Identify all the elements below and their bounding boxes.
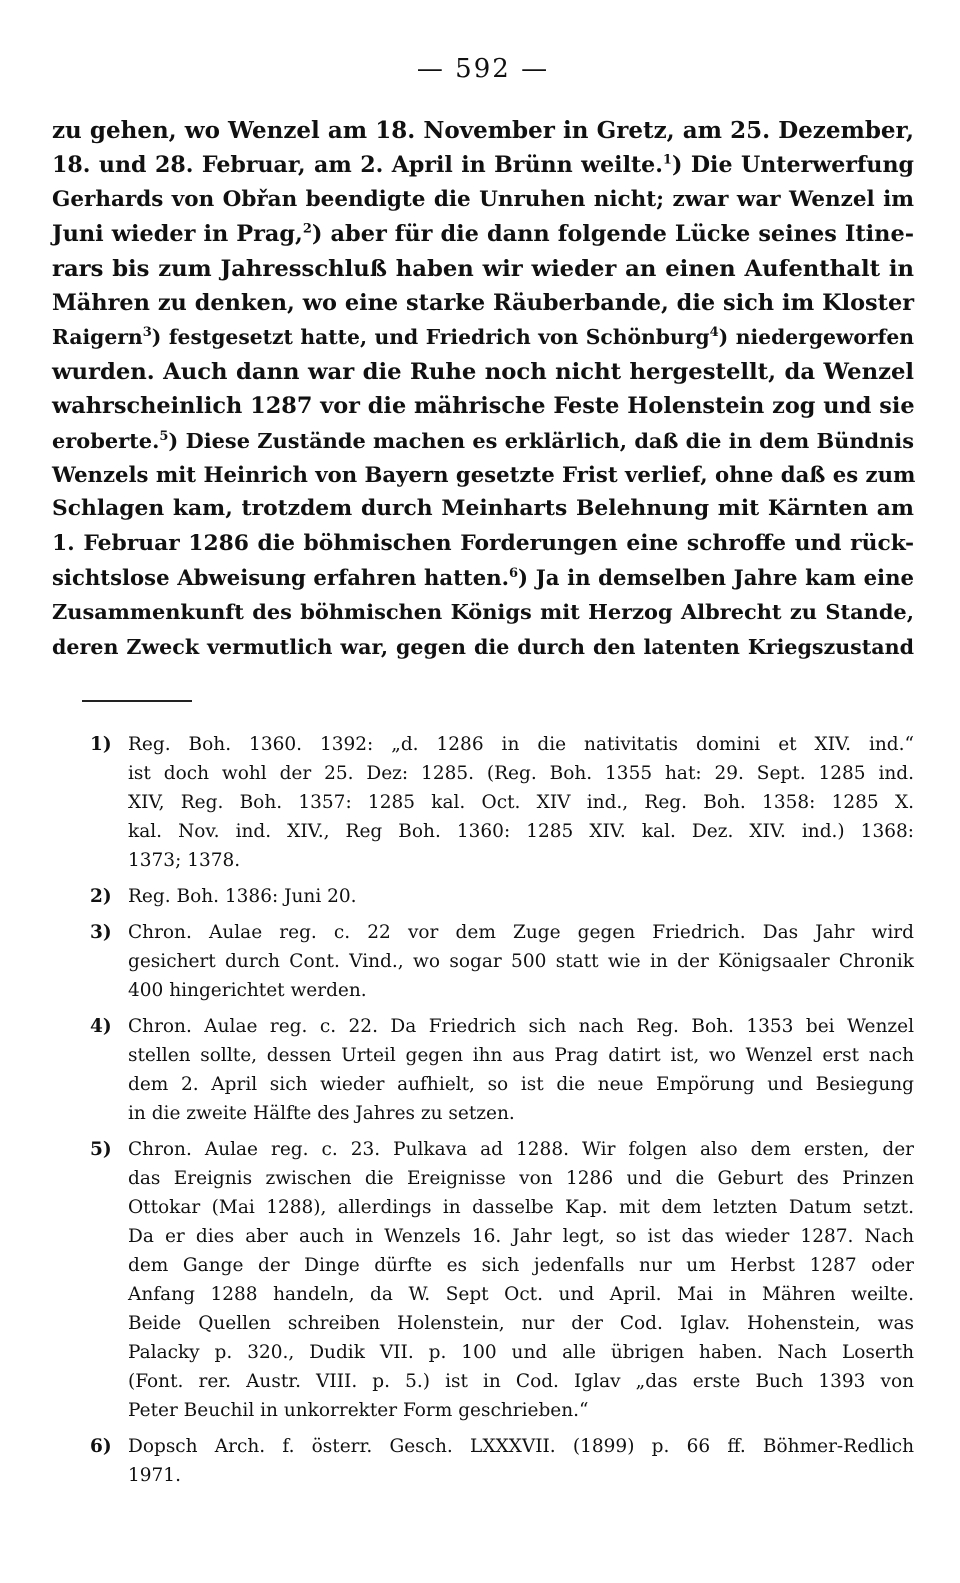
text-line: eroberte.$^5$) Diese Zustände machen es erklärlich, daß die in dem Bündnis [52, 427, 914, 453]
footnote-line: Peter Beuchil in unkorrekter Form geschrieben.“ [128, 1400, 589, 1422]
footnote-number: 2) [90, 886, 112, 908]
text-line: rars bis zum Jahresschluß haben wir wieder an einen Aufenthalt in [52, 255, 914, 282]
footnote-number: 5) [90, 1139, 112, 1161]
main-text [52, 114, 914, 664]
footnote-line: stellen sollte, dessen Urteil gegen ihn aus Prag datirt ist, wo Wenzel erst nach [128, 1045, 914, 1067]
footnote-line: das Ereignis zwischen die Ereignisse von 1286 und die Geburt des Prinzen [128, 1168, 914, 1190]
footnote-line: 1971. [128, 1465, 181, 1487]
footnote-ref: 4 [709, 325, 719, 341]
footnote-2 [90, 882, 914, 911]
footnote-separator [82, 700, 192, 702]
footnote-line: dem 2. April sich wieder aufhielt, so ist die neue Empörung und Besiegung [128, 1074, 914, 1096]
footnote-line: dem Gange der Dinge dürfte es sich jedenfalls nur um Herbst 1287 oder [128, 1255, 914, 1277]
footnote-line: Chron. Aulae reg. c. 23. Pulkava ad 1288. Wir folgen also dem ersten, der [128, 1139, 914, 1161]
footnote-number: 1) [90, 734, 112, 756]
footnote-number: 3) [90, 922, 112, 944]
footnote-line: Chron. Aulae reg. c. 22. Da Friedrich sich nach Reg. Boh. 1353 bei Wenzel [128, 1016, 914, 1038]
footnotes [52, 730, 914, 1490]
footnote-line: XIV, Reg. Boh. 1357: 1285 kal. Oct. XIV ind., Reg. Boh. 1358: 1285 X. [128, 792, 914, 814]
footnote-line: 1373; 1378. [128, 850, 241, 872]
text-line: Mähren zu denken, wo eine starke Räuberbande, die sich im Kloster [52, 289, 914, 316]
text-line: wurden. Auch dann war die Ruhe noch nicht hergestellt, da Wenzel [52, 358, 914, 385]
footnote-line: Da er dies aber auch in Wenzels 16. Jahr legt, so ist das wieder 1287. Nach [128, 1226, 914, 1248]
text-line: Raigern$^3$) festgesetzt hatte, und Friedrich von Schönburg$^4$) niedergeworfen [52, 325, 914, 350]
footnote-line: gesichert durch Cont. Vind., wo sogar 500 statt wie in der Königsaaler Chronik [128, 951, 914, 973]
footnote-line: Chron. Aulae reg. c. 22 vor dem Zuge gegen Friedrich. Das Jahr wird [128, 922, 914, 944]
footnote-number: 6) [90, 1436, 112, 1458]
footnote-line: 400 hingerichtet werden. [128, 980, 367, 1002]
text-line: 18. und 28. Februar, am 2. April in Brünn weilte.$^1$) Die Unterwerfung [52, 152, 914, 179]
footnote-line: Beide Quellen schreiben Holenstein, nur der Cod. Iglav. Hohenstein, was [128, 1313, 914, 1335]
text-line: zu gehen, wo Wenzel am 18. November in Gretz, am 25. Dezember, [52, 117, 914, 144]
page-number: — 592 — [416, 54, 550, 84]
footnote-line: ist doch wohl der 25. Dez: 1285. (Reg. Boh. 1355 hat: 29. Sept. 1285 ind. [128, 763, 914, 785]
text-line: Schlagen kam, trotzdem durch Meinharts Belehnung mit Kärnten am [52, 496, 914, 522]
footnote-4 [90, 1012, 914, 1128]
footnote-line: Reg. Boh. 1386: Juni 20. [128, 886, 357, 908]
footnote-line: in die zweite Hälfte des Jahres zu setzen. [128, 1103, 515, 1125]
footnote-ref: 5 [159, 428, 169, 444]
text-line: deren Zweck vermutlich war, gegen die durch den latenten Kriegszustand [52, 634, 914, 659]
text-line: sichtslose Abweisung erfahren hatten.$^6$) Ja in demselben Jahre kam eine [52, 565, 914, 591]
footnote-3 [90, 918, 914, 1005]
text-line: 1. Februar 1286 die böhmischen Forderungen eine schroffe und rück- [52, 530, 914, 556]
footnote-ref: 6 [508, 566, 519, 582]
footnote-line: Ottokar (Mai 1288), allerdings in dasselbe Kap. mit dem letzten Datum setzt. [128, 1197, 914, 1219]
footnote-5 [90, 1135, 914, 1425]
footnote-line: Dopsch Arch. f. österr. Gesch. LXXXVII. (1899) p. 66 ff. Böhmer-Redlich [128, 1436, 914, 1458]
footnote-line: Palacky p. 320., Dudik VII. p. 100 und alle übrigen haben. Nach Loserth [128, 1342, 914, 1364]
text-line: Wenzels mit Heinrich von Bayern gesetzte Frist verlief, ohne daß es zum [52, 461, 916, 487]
footnote-1 [90, 730, 914, 875]
footnote-number: 4) [90, 1016, 112, 1038]
footnote-ref: 2 [302, 221, 312, 237]
footnote-6 [90, 1432, 914, 1490]
footnote-line: (Font. rer. Austr. VIII. p. 5.) ist in Cod. Iglav „das erste Buch 1393 von [128, 1371, 914, 1393]
text-line: Gerhards von Obřan beendigte die Unruhen nicht; zwar war Wenzel im [52, 186, 914, 212]
footnote-ref: 3 [142, 325, 152, 341]
text-line: Juni wieder in Prag,$^2$) aber für die dann folgende Lücke seines Itine- [52, 221, 914, 248]
footnote-line: kal. Nov. ind. XIV., Reg Boh. 1360: 1285 XIV. kal. Dez. XIV. ind.) 1368: [128, 821, 914, 843]
text-line: wahrscheinlich 1287 vor die mährische Feste Holenstein zog und sie [52, 393, 915, 420]
footnote-line: Reg. Boh. 1360. 1392: „d. 1286 in die nativitatis domini et XIV. ind.“ [128, 734, 914, 756]
footnote-ref: 1 [662, 153, 672, 169]
text-line: Zusammenkunft des böhmischen Königs mit Herzog Albrecht zu Stande, [52, 599, 914, 625]
footnote-line: Anfang 1288 handeln, da W. Sept Oct. und April. Mai in Mähren weilte. [128, 1284, 914, 1306]
